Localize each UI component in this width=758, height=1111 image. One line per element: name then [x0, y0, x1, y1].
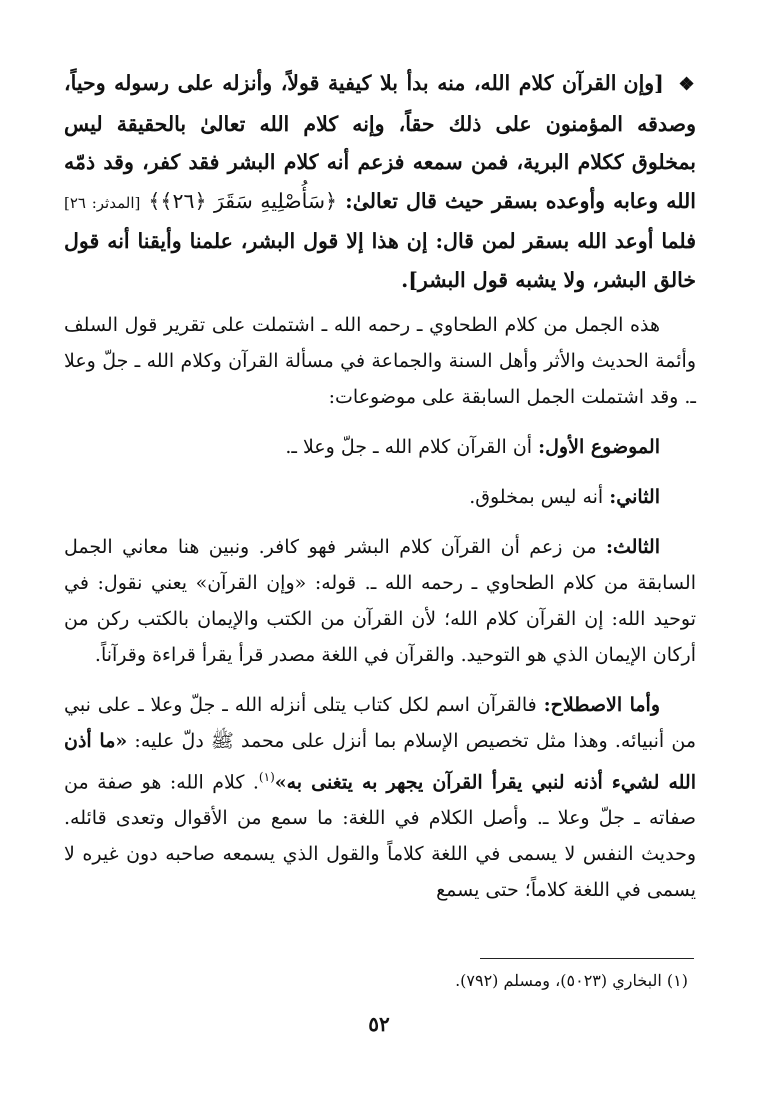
diamond-bullet-icon: ❖ — [678, 74, 697, 95]
footnote-marker: (١) — [258, 770, 275, 784]
technical-continuation: كلام الله: هو صفة من صفاته ـ جلّ وعلا ـ. وأصل الكلام في اللغة: ما سمع من الأقوال وتعدى قائله. وحديث النفس لا يسمى في اللغة كلاماً والقول الذي يسمعه صاحبه دون غيره لا يسمى في اللغة كلاماً؛ حتى يسمع — [64, 771, 696, 902]
intro-paragraph: هذه الجمل من كلام الطحاوي ـ رحمه الله ـ اشتملت على تقرير قول السلف وأئمة الحديث والأثر وأهل السنة والجماعة في مسألة القرآن وكلام الله ـ جلّ وعلا ـ. وقد اشتملت الجمل السابقة على موضوعات: — [64, 314, 696, 408]
footnote-divider — [480, 958, 694, 959]
topic-first-label: الموضوع الأول: — [538, 436, 660, 458]
quran-verse: ﴿سَأُصْلِيهِ سَقَرَ ﴿٢٦﴾﴾ — [148, 188, 338, 213]
topic-third — [64, 529, 696, 673]
topic-third-text: من زعم أن القرآن كلام البشر فهو كافر. ونبين هنا معاني الجمل السابقة من كلام الطحاوي ـ رحمه الله ـ. قوله: «وإن القرآن» يعني نقول: في توحيد الله: إن القرآن كلام الله؛ لأن القرآن من الكتب والإيمان بالكتب ركن من أركان الإيمان الذي هو التوحيد. والقرآن في اللغة مصدر قرأ يقرأ قراءة وقرآناً. — [64, 536, 696, 666]
matn-continuation: فلما أوعد الله بسقر لمن قال: إن هذا إلا قول البشر، علمنا وأيقنا أنه قول خالق البشر، ولا يشبه قول البشر]. — [64, 229, 696, 292]
topic-second-label: الثاني: — [609, 486, 660, 508]
topic-first — [64, 429, 696, 465]
hadith-quote: «ما أذن الله لشيء أذنه لنبي يقرأ القرآن يجهر به يتغنى به» — [64, 730, 696, 794]
technical-text: فالقرآن اسم لكل كتاب يتلى أنزله الله ـ جلّ وعلا ـ على نبي من أنبيائه. وهذا مثل تخصيص الإسلام بما أنزل على محمد ﷺ دلّ عليه: — [64, 694, 696, 752]
topic-second-text: أنه ليس بمخلوق. — [469, 486, 604, 508]
footnote: (١) البخاري (٥٠٢٣)، ومسلم (٧٩٢). — [455, 971, 688, 990]
page-number: ٥٢ — [368, 1012, 390, 1036]
topic-second — [64, 479, 696, 515]
verse-citation: [المدثر: ٢٦] — [64, 193, 141, 212]
matn-main: [وإن القرآن كلام الله، منه بدأ بلا كيفية قولاً، وأنزله على رسوله وحياً، وصدقه المؤمنون على ذلك حقاً، وإنه كلام الله تعالىٰ بالحقيقة ليس بمخلوق ككلام البرية، فمن سمعه فزعم أنه كلام البشر فقد كفر، وقد ذمّه الله وعابه وأوعده بسقر حيث قال تعالىٰ: — [64, 71, 696, 213]
topic-first-text: أن القرآن كلام الله ـ جلّ وعلا ـ. — [285, 436, 533, 458]
technical-label: وأما الاصطلاح: — [543, 694, 660, 716]
technical-definition: وأما الاصطلاح: فالقرآن اسم لكل كتاب يتلى أنزله الله ـ جلّ وعلا ـ على نبي من أنبيائه. وهذا مثل تخصيص الإسلام بما أنزل على محمد ﷺ دلّ عليه: «ما أذن الله لشيء أذنه لنبي يقرأ القرآن يجهر به يتغنى به»$^{(١)}$. كلام الله: هو صفة من صفاته ـ جلّ وعلا ـ. وأصل الكلام في اللغة: ما سمع من الأقوال وتعدى قائله. وحديث النفس لا يسمى في اللغة كلاماً والقول الذي يسمعه صاحبه دون غيره لا يسمى في اللغة كلاماً؛ حتى يسمع — [64, 694, 696, 902]
matn-text — [64, 64, 696, 299]
topic-third-label: الثالث: — [605, 536, 661, 558]
